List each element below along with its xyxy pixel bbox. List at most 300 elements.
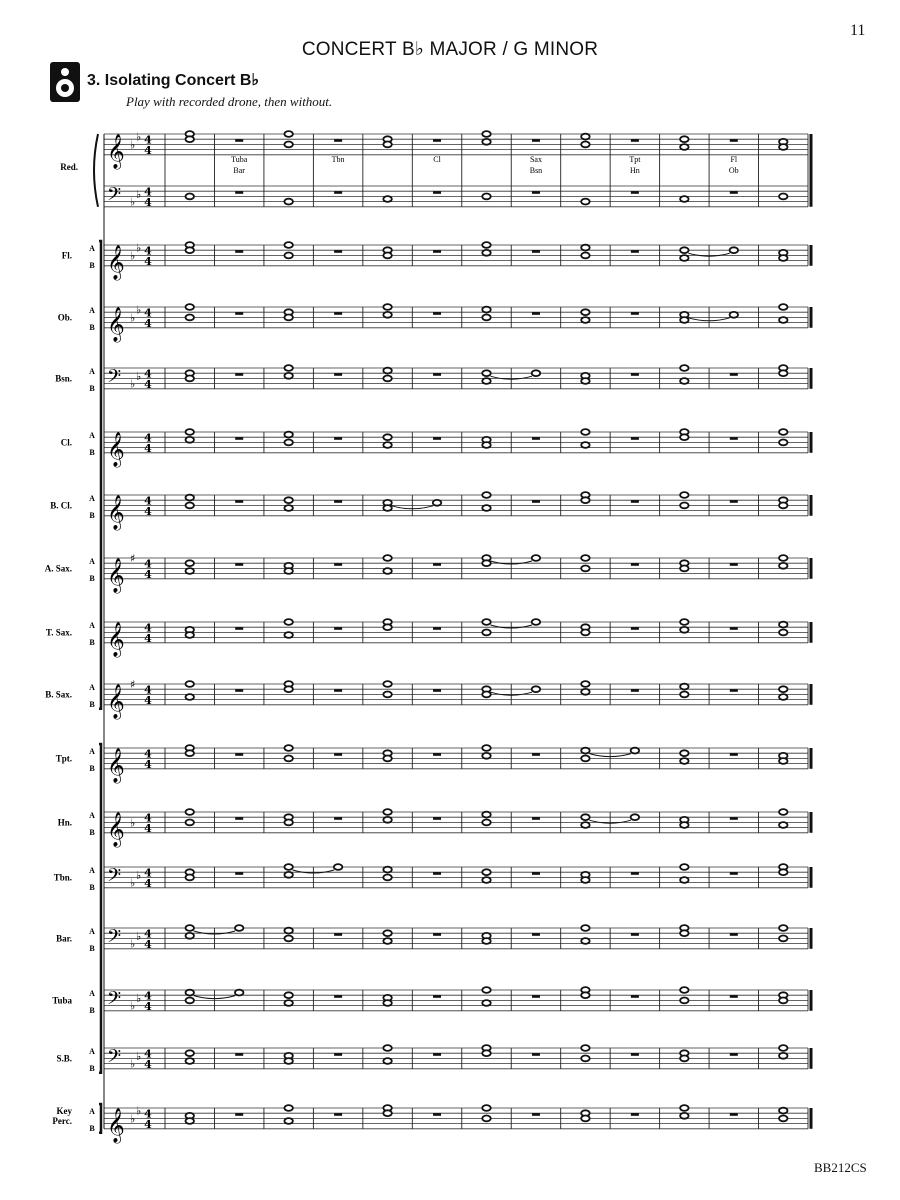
whole-note bbox=[186, 376, 194, 382]
bass-clef-icon: 𝄢 bbox=[107, 366, 122, 392]
part-label-b: B bbox=[89, 827, 95, 837]
whole-rest bbox=[730, 563, 738, 566]
whole-rest bbox=[631, 312, 639, 315]
instrument-cue: Tuba bbox=[231, 155, 248, 164]
whole-rest bbox=[235, 1053, 243, 1056]
whole-note bbox=[186, 925, 194, 931]
whole-rest bbox=[235, 689, 243, 692]
whole-note bbox=[482, 619, 490, 625]
time-signature-bottom: 4 bbox=[144, 143, 152, 157]
whole-note bbox=[383, 875, 391, 881]
whole-note bbox=[482, 139, 490, 145]
whole-note bbox=[186, 495, 194, 501]
whole-rest bbox=[235, 563, 243, 566]
whole-note bbox=[186, 437, 194, 443]
whole-rest bbox=[532, 312, 540, 315]
whole-note bbox=[284, 242, 292, 248]
staff-bar bbox=[104, 927, 808, 952]
whole-note bbox=[482, 370, 490, 376]
whole-note bbox=[779, 255, 787, 261]
whole-note bbox=[482, 1105, 490, 1111]
instrument-label-asax: A. Sax. bbox=[44, 563, 72, 574]
whole-note bbox=[284, 497, 292, 503]
exercise-title: 3. Isolating Concert B♭ bbox=[87, 72, 260, 89]
instrument-label-fl: Fl. bbox=[61, 250, 72, 261]
whole-note bbox=[383, 756, 391, 762]
whole-note bbox=[334, 864, 342, 870]
whole-note bbox=[186, 933, 194, 939]
whole-note bbox=[284, 505, 292, 511]
part-label-b: B bbox=[89, 763, 95, 773]
whole-rest bbox=[334, 933, 342, 936]
whole-note bbox=[581, 1116, 589, 1122]
sharp-accidental-icon: ♯ bbox=[130, 678, 136, 691]
flat-accidental-icon: ♭ bbox=[130, 249, 136, 263]
whole-rest bbox=[532, 753, 540, 756]
whole-note bbox=[779, 304, 787, 310]
whole-rest bbox=[433, 689, 441, 692]
staff-sb bbox=[104, 1047, 808, 1072]
instrument-cue: Tpt bbox=[629, 155, 641, 164]
whole-rest bbox=[631, 373, 639, 376]
whole-note bbox=[581, 555, 589, 561]
staff-hn bbox=[104, 811, 808, 847]
whole-note bbox=[383, 809, 391, 815]
whole-rest bbox=[730, 933, 738, 936]
whole-note bbox=[186, 750, 194, 756]
whole-note bbox=[680, 492, 688, 498]
whole-note bbox=[680, 247, 688, 253]
whole-rest bbox=[334, 817, 342, 820]
whole-rest bbox=[532, 817, 540, 820]
whole-note bbox=[680, 255, 688, 261]
whole-note bbox=[680, 378, 688, 384]
whole-note bbox=[186, 1058, 194, 1064]
whole-note bbox=[235, 990, 243, 996]
whole-rest bbox=[730, 995, 738, 998]
whole-note bbox=[680, 434, 688, 440]
part-label-b: B bbox=[89, 573, 95, 583]
whole-rest bbox=[433, 995, 441, 998]
reduction-label: Red. bbox=[60, 162, 78, 172]
flat-accidental-icon: ♭ bbox=[136, 1049, 142, 1063]
whole-note bbox=[186, 194, 194, 200]
part-label-b: B bbox=[89, 1123, 95, 1133]
whole-note bbox=[186, 429, 194, 435]
whole-note bbox=[581, 566, 589, 572]
whole-note bbox=[433, 500, 441, 506]
whole-rest bbox=[334, 437, 342, 440]
whole-rest bbox=[235, 872, 243, 875]
page-number: 11 bbox=[850, 22, 866, 39]
time-signature-bottom: 4 bbox=[144, 1117, 152, 1131]
whole-note bbox=[581, 134, 589, 140]
whole-note bbox=[482, 378, 490, 384]
whole-note bbox=[631, 748, 639, 754]
whole-rest bbox=[334, 373, 342, 376]
part-label-b: B bbox=[89, 882, 95, 892]
whole-note bbox=[284, 872, 292, 878]
flat-accidental-icon: ♭ bbox=[130, 1112, 136, 1126]
staff-tsax bbox=[104, 621, 808, 657]
whole-note bbox=[383, 938, 391, 944]
whole-note bbox=[284, 1058, 292, 1064]
whole-rest bbox=[433, 139, 441, 142]
time-signature-top: 4 bbox=[144, 557, 152, 571]
whole-rest bbox=[334, 250, 342, 253]
time-signature-top: 4 bbox=[144, 367, 152, 381]
instrument-label-cl: Cl. bbox=[60, 437, 72, 448]
instrument-label-tuba: Tuba bbox=[52, 995, 72, 1006]
time-signature-bottom: 4 bbox=[144, 876, 152, 890]
group-bracket bbox=[99, 241, 101, 709]
whole-rest bbox=[532, 139, 540, 142]
whole-note bbox=[581, 877, 589, 883]
whole-rest bbox=[532, 1113, 540, 1116]
whole-note bbox=[383, 368, 391, 374]
whole-note bbox=[779, 809, 787, 815]
whole-note bbox=[680, 822, 688, 828]
whole-note bbox=[482, 1050, 490, 1056]
whole-note bbox=[680, 136, 688, 142]
flat-accidental-icon: ♭ bbox=[136, 241, 142, 255]
bass-clef-icon: 𝄢 bbox=[107, 865, 122, 891]
whole-note bbox=[186, 990, 194, 996]
whole-note bbox=[186, 503, 194, 509]
part-label-b: B bbox=[89, 447, 95, 457]
time-signature-bottom: 4 bbox=[144, 757, 152, 771]
sharp-accidental-icon: ♯ bbox=[130, 552, 136, 565]
staff-bsax bbox=[104, 678, 808, 720]
whole-note bbox=[383, 253, 391, 259]
whole-note bbox=[779, 555, 787, 561]
whole-note bbox=[383, 867, 391, 873]
time-signature-top: 4 bbox=[144, 621, 152, 635]
treble-clef-icon: 𝄞 bbox=[107, 133, 125, 169]
part-label-a: A bbox=[89, 557, 95, 567]
treble-clef-icon: 𝄞 bbox=[107, 747, 125, 783]
part-label-a: A bbox=[89, 811, 95, 821]
whole-note bbox=[383, 376, 391, 382]
flat-accidental-icon: ♭ bbox=[130, 377, 136, 391]
whole-note bbox=[779, 1116, 787, 1122]
whole-note bbox=[680, 503, 688, 509]
whole-note bbox=[779, 936, 787, 942]
whole-rest bbox=[730, 373, 738, 376]
whole-note bbox=[383, 568, 391, 574]
instrument-label-bcl: B. Cl. bbox=[50, 500, 72, 511]
whole-note bbox=[581, 317, 589, 323]
whole-note bbox=[383, 1045, 391, 1051]
part-label-a: A bbox=[89, 927, 95, 937]
whole-note bbox=[284, 756, 292, 762]
whole-rest bbox=[730, 872, 738, 875]
whole-rest bbox=[730, 1113, 738, 1116]
whole-note bbox=[581, 992, 589, 998]
whole-note bbox=[383, 692, 391, 698]
time-signature-top: 4 bbox=[144, 811, 152, 825]
whole-rest bbox=[334, 312, 342, 315]
whole-note bbox=[482, 745, 490, 751]
treble-clef-icon: 𝄞 bbox=[107, 683, 125, 719]
exercise-instruction: Play with recorded drone, then without. bbox=[126, 94, 333, 109]
time-signature-top: 4 bbox=[144, 431, 152, 445]
whole-note bbox=[680, 987, 688, 993]
whole-note bbox=[680, 1113, 688, 1119]
whole-rest bbox=[235, 312, 243, 315]
instrument-label-tsax: T. Sax. bbox=[45, 627, 72, 638]
whole-note bbox=[482, 692, 490, 698]
whole-note bbox=[482, 630, 490, 636]
whole-note bbox=[779, 503, 787, 509]
treble-clef-icon: 𝄞 bbox=[107, 1107, 125, 1143]
part-label-b: B bbox=[89, 699, 95, 709]
whole-rest bbox=[433, 933, 441, 936]
reduction-bass-staff bbox=[104, 185, 808, 210]
whole-note bbox=[779, 869, 787, 875]
instrument-label-tpt: Tpt. bbox=[55, 753, 72, 764]
treble-clef-icon: 𝄞 bbox=[107, 811, 125, 847]
instrument-cue: Bsn bbox=[529, 166, 543, 175]
whole-rest bbox=[631, 1113, 639, 1116]
time-signature-top: 4 bbox=[144, 989, 152, 1003]
whole-note bbox=[383, 196, 391, 202]
instrument-label-bar: Bar. bbox=[56, 933, 72, 944]
part-label-a: A bbox=[89, 431, 95, 441]
whole-rest bbox=[433, 373, 441, 376]
whole-note bbox=[581, 814, 589, 820]
whole-rest bbox=[334, 500, 342, 503]
whole-rest bbox=[730, 500, 738, 503]
whole-note bbox=[581, 245, 589, 251]
flat-accidental-icon: ♭ bbox=[136, 303, 142, 317]
whole-rest bbox=[433, 563, 441, 566]
whole-note bbox=[680, 684, 688, 690]
whole-note bbox=[779, 822, 787, 828]
whole-rest bbox=[433, 437, 441, 440]
whole-note bbox=[186, 998, 194, 1004]
whole-note bbox=[383, 624, 391, 630]
whole-note bbox=[680, 877, 688, 883]
whole-note bbox=[284, 131, 292, 137]
whole-note bbox=[383, 434, 391, 440]
whole-rest bbox=[631, 250, 639, 253]
whole-note bbox=[779, 194, 787, 200]
treble-clef-icon: 𝄞 bbox=[107, 557, 125, 593]
whole-rest bbox=[235, 437, 243, 440]
instrument-cue: Tbn bbox=[331, 155, 345, 164]
whole-note bbox=[581, 630, 589, 636]
whole-rest bbox=[631, 563, 639, 566]
whole-note bbox=[581, 748, 589, 754]
page-title: CONCERT B♭ MAJOR / G MINOR bbox=[301, 39, 599, 60]
whole-note bbox=[284, 1000, 292, 1006]
flat-accidental-icon: ♭ bbox=[136, 130, 142, 144]
whole-note bbox=[581, 253, 589, 259]
whole-note bbox=[779, 694, 787, 700]
staff-kp bbox=[104, 1105, 808, 1144]
whole-rest bbox=[631, 933, 639, 936]
staff-cl bbox=[104, 431, 808, 467]
whole-note bbox=[730, 247, 738, 253]
instrument-label-tbn: Tbn. bbox=[53, 872, 72, 883]
whole-note bbox=[581, 756, 589, 762]
whole-note bbox=[532, 619, 540, 625]
instrument-label-ob: Ob. bbox=[57, 312, 72, 323]
time-signature-bottom: 4 bbox=[144, 821, 152, 835]
staff-tuba bbox=[104, 989, 808, 1014]
time-signature-bottom: 4 bbox=[144, 1057, 152, 1071]
whole-note bbox=[482, 442, 490, 448]
whole-note bbox=[680, 627, 688, 633]
part-label-a: A bbox=[89, 1107, 95, 1117]
flat-accidental-icon: ♭ bbox=[136, 868, 142, 882]
time-signature-bottom: 4 bbox=[144, 441, 152, 455]
whole-note bbox=[284, 686, 292, 692]
whole-note bbox=[779, 317, 787, 323]
instrument-cue: Bar bbox=[233, 166, 245, 175]
whole-note bbox=[779, 1108, 787, 1114]
whole-note bbox=[779, 686, 787, 692]
whole-rest bbox=[433, 872, 441, 875]
footer-code: BB212CS bbox=[814, 1160, 867, 1175]
whole-note bbox=[284, 253, 292, 259]
whole-note bbox=[186, 632, 194, 638]
time-signature-top: 4 bbox=[144, 866, 152, 880]
whole-rest bbox=[334, 753, 342, 756]
whole-rest bbox=[235, 191, 243, 194]
whole-note bbox=[284, 440, 292, 446]
treble-clef-icon: 𝄞 bbox=[107, 494, 125, 530]
time-signature-top: 4 bbox=[144, 747, 152, 761]
bass-clef-icon: 𝄢 bbox=[107, 1046, 122, 1072]
part-label-b: B bbox=[89, 260, 95, 270]
part-label-b: B bbox=[89, 383, 95, 393]
whole-note bbox=[383, 930, 391, 936]
whole-rest bbox=[235, 1113, 243, 1116]
treble-clef-icon: 𝄞 bbox=[107, 244, 125, 280]
whole-note bbox=[730, 312, 738, 318]
whole-note bbox=[284, 432, 292, 438]
staff-tbn bbox=[104, 866, 808, 891]
whole-note bbox=[680, 998, 688, 1004]
whole-note bbox=[284, 315, 292, 321]
whole-note bbox=[581, 822, 589, 828]
whole-note bbox=[680, 619, 688, 625]
part-label-b: B bbox=[89, 637, 95, 647]
whole-rest bbox=[631, 437, 639, 440]
whole-note bbox=[779, 758, 787, 764]
whole-note bbox=[581, 925, 589, 931]
whole-note bbox=[284, 745, 292, 751]
bass-clef-icon: 𝄢 bbox=[107, 184, 122, 210]
whole-note bbox=[284, 936, 292, 942]
whole-note bbox=[581, 378, 589, 384]
whole-rest bbox=[730, 437, 738, 440]
staff-bcl bbox=[104, 494, 808, 530]
whole-note bbox=[186, 247, 194, 253]
whole-note bbox=[383, 442, 391, 448]
whole-note bbox=[482, 307, 490, 313]
whole-note bbox=[482, 250, 490, 256]
whole-note bbox=[779, 925, 787, 931]
whole-note bbox=[383, 1000, 391, 1006]
whole-rest bbox=[532, 500, 540, 503]
flat-accidental-icon: ♭ bbox=[136, 991, 142, 1005]
whole-note bbox=[680, 750, 688, 756]
whole-note bbox=[482, 812, 490, 818]
whole-rest bbox=[532, 1053, 540, 1056]
part-label-b: B bbox=[89, 322, 95, 332]
time-signature-top: 4 bbox=[144, 683, 152, 697]
whole-note bbox=[186, 820, 194, 826]
treble-clef-icon: 𝄞 bbox=[107, 431, 125, 467]
whole-rest bbox=[631, 627, 639, 630]
whole-note bbox=[779, 1053, 787, 1059]
whole-note bbox=[383, 817, 391, 823]
whole-note bbox=[581, 199, 589, 205]
whole-rest bbox=[235, 627, 243, 630]
whole-rest bbox=[631, 500, 639, 503]
flat-accidental-icon: ♭ bbox=[130, 937, 136, 951]
whole-note bbox=[581, 309, 589, 315]
whole-note bbox=[284, 142, 292, 148]
whole-rest bbox=[730, 191, 738, 194]
part-label-a: A bbox=[89, 747, 95, 757]
part-label-a: A bbox=[89, 866, 95, 876]
whole-note bbox=[186, 136, 194, 142]
time-signature-top: 4 bbox=[144, 185, 152, 199]
whole-rest bbox=[334, 1113, 342, 1116]
whole-rest bbox=[730, 689, 738, 692]
flat-accidental-icon: ♭ bbox=[136, 369, 142, 383]
whole-rest bbox=[730, 627, 738, 630]
whole-rest bbox=[334, 689, 342, 692]
whole-note bbox=[581, 1045, 589, 1051]
time-signature-bottom: 4 bbox=[144, 377, 152, 391]
whole-note bbox=[284, 928, 292, 934]
whole-rest bbox=[532, 995, 540, 998]
whole-note bbox=[186, 560, 194, 566]
whole-rest bbox=[235, 817, 243, 820]
time-signature-bottom: 4 bbox=[144, 567, 152, 581]
whole-note bbox=[631, 814, 639, 820]
whole-note bbox=[532, 370, 540, 376]
whole-note bbox=[581, 1056, 589, 1062]
bass-clef-icon: 𝄢 bbox=[107, 926, 122, 952]
whole-note bbox=[186, 568, 194, 574]
whole-note bbox=[482, 820, 490, 826]
part-label-a: A bbox=[89, 989, 95, 999]
time-signature-top: 4 bbox=[144, 133, 152, 147]
whole-note bbox=[779, 630, 787, 636]
whole-note bbox=[779, 440, 787, 446]
whole-note bbox=[482, 1000, 490, 1006]
whole-note bbox=[581, 442, 589, 448]
whole-rest bbox=[532, 250, 540, 253]
whole-rest bbox=[433, 1113, 441, 1116]
part-label-a: A bbox=[89, 683, 95, 693]
whole-note bbox=[186, 304, 194, 310]
flat-accidental-icon: ♭ bbox=[130, 999, 136, 1013]
time-signature-bottom: 4 bbox=[144, 631, 152, 645]
whole-rest bbox=[433, 817, 441, 820]
whole-note bbox=[779, 144, 787, 150]
time-signature-bottom: 4 bbox=[144, 693, 152, 707]
time-signature-bottom: 4 bbox=[144, 937, 152, 951]
time-signature-bottom: 4 bbox=[144, 999, 152, 1013]
whole-note bbox=[482, 242, 490, 248]
